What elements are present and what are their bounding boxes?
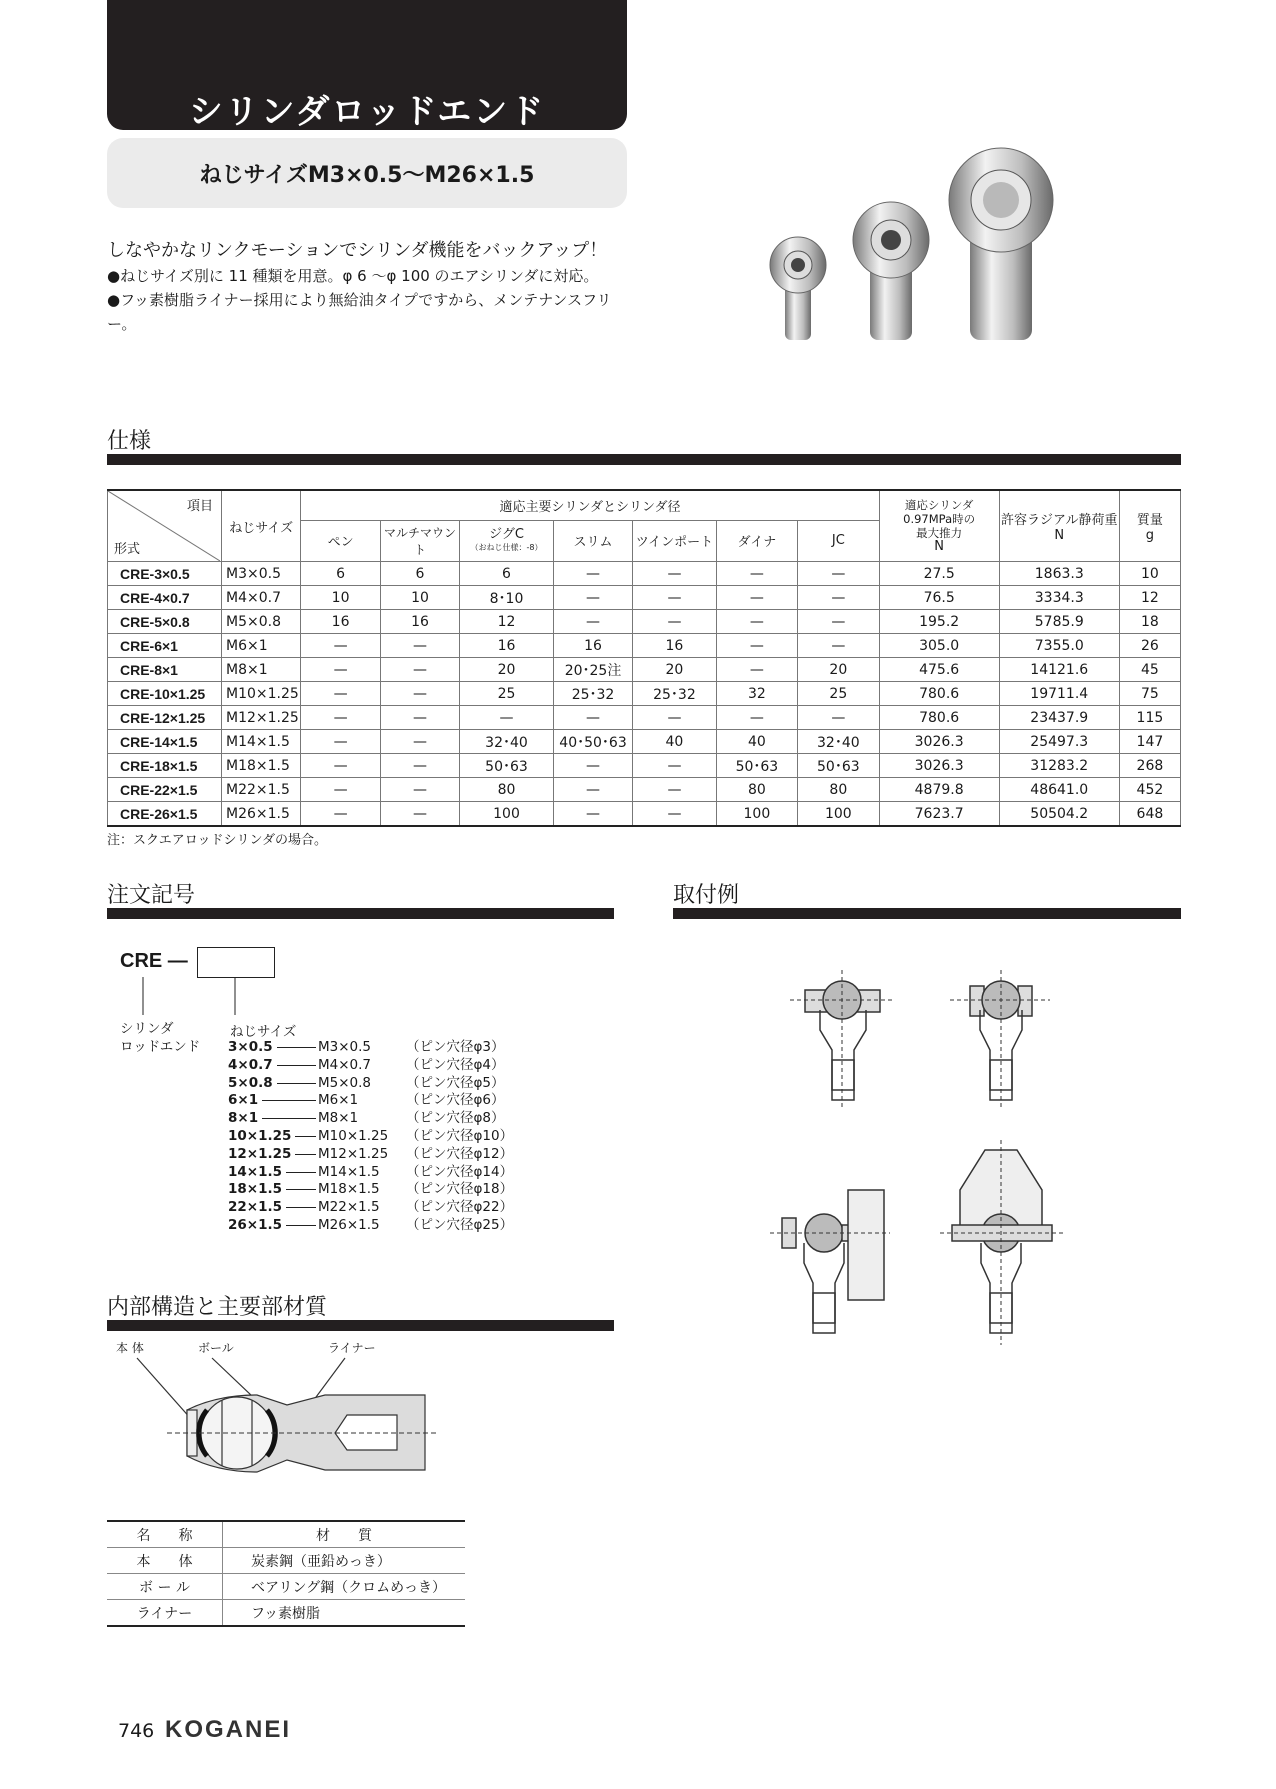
order-code-row bbox=[228, 1091, 528, 1109]
table-cell-mass: 268 bbox=[1119, 754, 1180, 778]
table-cell-twin: — bbox=[633, 802, 716, 827]
material-cell-name: ボ ー ル bbox=[107, 1574, 223, 1600]
order-type-line2: ロッドエンド bbox=[120, 1039, 201, 1055]
order-leader-lines bbox=[107, 975, 287, 1020]
table-cell-pen: — bbox=[301, 706, 380, 730]
table-cell-jigc: 25 bbox=[460, 682, 554, 706]
table-cell-jc: 32･40 bbox=[798, 730, 880, 754]
table-cell-thrust: 4879.8 bbox=[879, 778, 999, 802]
table-cell-pen: — bbox=[301, 658, 380, 682]
rod-end-medium-icon bbox=[853, 202, 929, 340]
table-cell-thread: M26×1.5 bbox=[222, 802, 301, 827]
table-cell-pen: — bbox=[301, 754, 380, 778]
table-cell-jc: 100 bbox=[798, 802, 880, 827]
part-label-ball: ボール bbox=[198, 1341, 234, 1355]
header-cylinder-group: 適応主要シリンダとシリンダ径 bbox=[301, 490, 879, 520]
table-cell-thrust: 780.6 bbox=[879, 682, 999, 706]
table-cell-thread: M6×1 bbox=[222, 634, 301, 658]
order-code-row bbox=[228, 1074, 528, 1092]
order-thread: M4×0.7 bbox=[318, 1056, 372, 1073]
mounting-diagrams bbox=[760, 950, 1080, 1350]
header-cyl-twinport: ツインポート bbox=[633, 520, 716, 561]
order-leader bbox=[262, 1100, 316, 1101]
header-cyl-slim: スリム bbox=[553, 520, 632, 561]
table-cell-mass: 648 bbox=[1119, 802, 1180, 827]
material-cell-material: 炭素鋼（亜鉛めっき） bbox=[223, 1548, 466, 1574]
table-cell-radial: 50504.2 bbox=[999, 802, 1119, 827]
spec-table-body bbox=[108, 562, 1181, 827]
table-cell-multi: — bbox=[380, 682, 459, 706]
product-photo bbox=[760, 140, 1060, 380]
order-leader bbox=[286, 1189, 316, 1190]
table-cell-model: CRE-6×1 bbox=[108, 634, 222, 658]
table-cell-slim: — bbox=[553, 706, 632, 730]
section-divider bbox=[107, 908, 614, 919]
table-cell-jc: — bbox=[798, 586, 880, 610]
table-cell-slim: — bbox=[553, 610, 632, 634]
table-cell-jc: 80 bbox=[798, 778, 880, 802]
table-row bbox=[108, 730, 1181, 754]
table-cell-radial: 48641.0 bbox=[999, 778, 1119, 802]
table-cell-dyna: 32 bbox=[716, 682, 797, 706]
order-code: 5×0.8 bbox=[228, 1074, 273, 1091]
order-leader bbox=[295, 1154, 316, 1155]
table-cell-dyna: 100 bbox=[716, 802, 797, 827]
table-row bbox=[108, 778, 1181, 802]
order-code: 22×1.5 bbox=[228, 1199, 283, 1216]
table-cell-pen: — bbox=[301, 730, 380, 754]
order-code: 14×1.5 bbox=[228, 1163, 283, 1180]
order-pin-diameter: （ピン穴径φ10） bbox=[406, 1128, 514, 1144]
table-cell-jigc: 80 bbox=[460, 778, 554, 802]
table-cell-thrust: 305.0 bbox=[879, 634, 999, 658]
order-thread: M5×0.8 bbox=[318, 1074, 372, 1091]
header-radial-label: 許容ラジアル静荷重 bbox=[1001, 513, 1118, 528]
order-thread: M18×1.5 bbox=[318, 1181, 380, 1198]
part-label-body: 本 体 bbox=[116, 1341, 144, 1355]
table-cell-dyna: — bbox=[716, 562, 797, 586]
table-cell-twin: — bbox=[633, 754, 716, 778]
order-type-label bbox=[120, 1020, 200, 1056]
section-divider bbox=[107, 1320, 614, 1331]
order-thread: M14×1.5 bbox=[318, 1163, 380, 1180]
order-leader bbox=[286, 1207, 316, 1208]
header-cyl-jigc bbox=[460, 520, 554, 561]
spec-section-title: 仕様 bbox=[107, 429, 152, 454]
table-cell-dyna: — bbox=[716, 634, 797, 658]
order-code-row bbox=[228, 1038, 528, 1056]
material-header-name: 名 称 bbox=[107, 1521, 223, 1548]
order-thread: M8×1 bbox=[318, 1110, 359, 1127]
table-cell-thread: M12×1.25 bbox=[222, 706, 301, 730]
table-cell-mass: 452 bbox=[1119, 778, 1180, 802]
order-thread: M6×1 bbox=[318, 1092, 359, 1109]
table-cell-multi: — bbox=[380, 754, 459, 778]
table-row bbox=[108, 682, 1181, 706]
table-cell-slim: 25･32 bbox=[553, 682, 632, 706]
page-number: 746 bbox=[118, 1720, 155, 1742]
header-item: 項目 bbox=[186, 499, 213, 514]
order-pin-diameter: （ピン穴径φ8） bbox=[406, 1110, 505, 1127]
material-cell-name: ライナー bbox=[107, 1600, 223, 1627]
table-cell-radial: 25497.3 bbox=[999, 730, 1119, 754]
table-cell-mass: 18 bbox=[1119, 610, 1180, 634]
order-thread: M22×1.5 bbox=[318, 1199, 380, 1216]
table-cell-thrust: 195.2 bbox=[879, 610, 999, 634]
order-code: 8×1 bbox=[228, 1110, 259, 1127]
table-cell-radial: 7355.0 bbox=[999, 634, 1119, 658]
table-cell-twin: — bbox=[633, 562, 716, 586]
table-cell-jc: — bbox=[798, 562, 880, 586]
order-code: 10×1.25 bbox=[228, 1128, 292, 1144]
table-cell-thread: M18×1.5 bbox=[222, 754, 301, 778]
spec-footnote: 注：スクエアロッドシリンダの場合。 bbox=[107, 833, 327, 848]
section-divider bbox=[107, 454, 1181, 465]
table-cell-model: CRE-14×1.5 bbox=[108, 730, 222, 754]
table-cell-jigc: 8･10 bbox=[460, 586, 554, 610]
order-code-row bbox=[228, 1109, 528, 1127]
table-cell-model: CRE-12×1.25 bbox=[108, 706, 222, 730]
table-cell-model: CRE-3×0.5 bbox=[108, 562, 222, 586]
table-cell-multi: — bbox=[380, 778, 459, 802]
order-leader bbox=[277, 1047, 316, 1048]
table-cell-dyna: — bbox=[716, 586, 797, 610]
table-cell-multi: — bbox=[380, 802, 459, 827]
order-code-row bbox=[228, 1056, 528, 1074]
order-code: 6×1 bbox=[228, 1092, 259, 1109]
table-cell-model: CRE-18×1.5 bbox=[108, 754, 222, 778]
tagline: しなやかなリンクモーションでシリンダ機能をバックアップ！ bbox=[107, 240, 608, 261]
order-thread: M3×0.5 bbox=[318, 1039, 372, 1055]
table-row bbox=[108, 802, 1181, 827]
header-cyl-jigc-note: （おねじ仕様：-8） bbox=[470, 542, 543, 552]
mounting-section-title: 取付例 bbox=[673, 883, 740, 908]
table-row bbox=[108, 562, 1181, 586]
table-cell-mass: 115 bbox=[1119, 706, 1180, 730]
order-pin-diameter: （ピン穴径φ4） bbox=[406, 1056, 505, 1073]
table-cell-twin: — bbox=[633, 610, 716, 634]
order-thread: M26×1.5 bbox=[318, 1217, 380, 1233]
order-code-row bbox=[228, 1145, 528, 1163]
table-cell-slim: — bbox=[553, 586, 632, 610]
table-cell-dyna: — bbox=[716, 658, 797, 682]
table-row bbox=[108, 634, 1181, 658]
table-cell-dyna: 50･63 bbox=[716, 754, 797, 778]
order-prefix: CRE — bbox=[120, 950, 188, 972]
table-cell-thrust: 780.6 bbox=[879, 706, 999, 730]
title-banner bbox=[107, 0, 627, 130]
order-code: 18×1.5 bbox=[228, 1181, 283, 1198]
order-pin-diameter: （ピン穴径φ6） bbox=[406, 1092, 505, 1109]
table-cell-model: CRE-10×1.25 bbox=[108, 682, 222, 706]
table-cell-mass: 26 bbox=[1119, 634, 1180, 658]
table-cell-twin: — bbox=[633, 586, 716, 610]
table-cell-dyna: — bbox=[716, 610, 797, 634]
table-row bbox=[107, 1548, 465, 1574]
header-cyl-jc: JC bbox=[798, 520, 880, 561]
table-cell-thread: M5×0.8 bbox=[222, 610, 301, 634]
table-cell-jigc: 32･40 bbox=[460, 730, 554, 754]
order-code-row bbox=[228, 1198, 528, 1216]
table-cell-multi: — bbox=[380, 634, 459, 658]
table-cell-slim: — bbox=[553, 562, 632, 586]
section-divider bbox=[673, 908, 1181, 919]
order-thread: M12×1.25 bbox=[318, 1145, 389, 1162]
table-cell-model: CRE-5×0.8 bbox=[108, 610, 222, 634]
header-model: 形式 bbox=[114, 542, 141, 557]
header-mass-label: 質量 bbox=[1136, 513, 1163, 528]
header-thread: ねじサイズ bbox=[222, 490, 301, 562]
structure-section-title: 内部構造と主要部材質 bbox=[107, 1295, 328, 1320]
page-subtitle: ねじサイズM3×0.5～M26×1.5 bbox=[199, 163, 535, 188]
material-cell-name: 本 体 bbox=[107, 1548, 223, 1574]
header-radial bbox=[999, 490, 1119, 562]
table-cell-thrust: 76.5 bbox=[879, 586, 999, 610]
order-pin-diameter: （ピン穴径φ25） bbox=[406, 1217, 514, 1233]
mounting-example-4-icon bbox=[940, 1140, 1065, 1345]
table-cell-thread: M3×0.5 bbox=[222, 562, 301, 586]
table-cell-slim: — bbox=[553, 802, 632, 827]
spec-table bbox=[107, 489, 1181, 827]
header-cyl-jigc-label: ジグC bbox=[489, 526, 524, 542]
table-cell-jigc: 20 bbox=[460, 658, 554, 682]
table-cell-radial: 14121.6 bbox=[999, 658, 1119, 682]
table-cell-slim: 20･25注 bbox=[553, 658, 632, 682]
order-pin-diameter: （ピン穴径φ5） bbox=[406, 1074, 505, 1091]
table-cell-radial: 19711.4 bbox=[999, 682, 1119, 706]
order-section-title: 注文記号 bbox=[107, 883, 196, 908]
table-cell-jigc: — bbox=[460, 706, 554, 730]
table-row bbox=[108, 706, 1181, 730]
order-pin-diameter: （ピン穴径φ18） bbox=[406, 1181, 514, 1198]
order-thread-label: ねじサイズ bbox=[230, 1024, 297, 1040]
brand-logo: KOGANEI bbox=[165, 1716, 292, 1743]
table-row bbox=[108, 610, 1181, 634]
table-cell-thrust: 3026.3 bbox=[879, 754, 999, 778]
table-cell-jigc: 6 bbox=[460, 562, 554, 586]
order-leader bbox=[286, 1225, 316, 1226]
table-cell-radial: 31283.2 bbox=[999, 754, 1119, 778]
material-cell-material: フッ素樹脂 bbox=[223, 1600, 466, 1627]
table-cell-thread: M22×1.5 bbox=[222, 778, 301, 802]
table-cell-twin: 20 bbox=[633, 658, 716, 682]
table-cell-radial: 1863.3 bbox=[999, 562, 1119, 586]
table-cell-pen: — bbox=[301, 634, 380, 658]
table-cell-pen: 10 bbox=[301, 586, 380, 610]
material-table-body bbox=[107, 1548, 465, 1627]
table-row bbox=[107, 1600, 465, 1627]
table-cell-model: CRE-8×1 bbox=[108, 658, 222, 682]
table-cell-dyna: — bbox=[716, 706, 797, 730]
table-cell-jc: 25 bbox=[798, 682, 880, 706]
page-title: シリンダロッドエンド bbox=[188, 92, 546, 132]
table-cell-radial: 23437.9 bbox=[999, 706, 1119, 730]
table-cell-thread: M4×0.7 bbox=[222, 586, 301, 610]
table-cell-jc: — bbox=[798, 706, 880, 730]
table-cell-mass: 12 bbox=[1119, 586, 1180, 610]
order-code: 4×0.7 bbox=[228, 1056, 273, 1073]
material-table bbox=[107, 1520, 465, 1627]
order-leader bbox=[277, 1065, 316, 1066]
table-cell-twin: — bbox=[633, 778, 716, 802]
order-code-row bbox=[228, 1216, 528, 1234]
table-cell-dyna: 80 bbox=[716, 778, 797, 802]
order-code: 12×1.25 bbox=[228, 1145, 292, 1162]
table-cell-thrust: 7623.7 bbox=[879, 802, 999, 827]
table-cell-thrust: 27.5 bbox=[879, 562, 999, 586]
table-cell-thread: M14×1.5 bbox=[222, 730, 301, 754]
order-code: 3×0.5 bbox=[228, 1039, 273, 1055]
table-cell-slim: 16 bbox=[553, 634, 632, 658]
order-code-row bbox=[228, 1163, 528, 1181]
table-cell-thrust: 3026.3 bbox=[879, 730, 999, 754]
order-code-list bbox=[228, 1038, 528, 1238]
header-thrust-line3: 最大推力 bbox=[916, 526, 963, 540]
table-cell-twin: — bbox=[633, 706, 716, 730]
internal-structure-diagram bbox=[107, 1350, 447, 1490]
table-cell-model: CRE-22×1.5 bbox=[108, 778, 222, 802]
table-cell-multi: 16 bbox=[380, 610, 459, 634]
table-cell-slim: — bbox=[553, 754, 632, 778]
header-thrust-line2: 0.97MPa時の bbox=[903, 512, 976, 526]
order-type-line1: シリンダ bbox=[120, 1021, 174, 1037]
table-cell-radial: 5785.9 bbox=[999, 610, 1119, 634]
rod-end-small-icon bbox=[770, 237, 826, 340]
table-cell-jc: 20 bbox=[798, 658, 880, 682]
table-cell-mass: 10 bbox=[1119, 562, 1180, 586]
table-cell-jc: 50･63 bbox=[798, 754, 880, 778]
table-cell-pen: 6 bbox=[301, 562, 380, 586]
table-cell-twin: 16 bbox=[633, 634, 716, 658]
header-thrust bbox=[879, 490, 999, 562]
table-row bbox=[107, 1574, 465, 1600]
header-radial-unit: N bbox=[1054, 528, 1065, 543]
order-code-box bbox=[197, 947, 275, 978]
mounting-example-3-icon bbox=[770, 1190, 890, 1333]
table-cell-mass: 75 bbox=[1119, 682, 1180, 706]
subtitle-box bbox=[107, 138, 627, 208]
order-pin-diameter: （ピン穴径φ12） bbox=[406, 1145, 514, 1162]
table-cell-jigc: 50･63 bbox=[460, 754, 554, 778]
table-cell-thread: M8×1 bbox=[222, 658, 301, 682]
table-row bbox=[108, 754, 1181, 778]
order-leader bbox=[262, 1118, 316, 1119]
table-cell-thread: M10×1.25 bbox=[222, 682, 301, 706]
table-cell-model: CRE-26×1.5 bbox=[108, 802, 222, 827]
feature-bullet: ●フッ素樹脂ライナー採用により無給油タイプですから、メンテナンスフリー。 bbox=[107, 291, 612, 333]
header-cyl-pen: ペン bbox=[301, 520, 380, 561]
table-cell-pen: — bbox=[301, 778, 380, 802]
header-cyl-dyna: ダイナ bbox=[716, 520, 797, 561]
order-code-row bbox=[228, 1180, 528, 1198]
table-cell-twin: 40 bbox=[633, 730, 716, 754]
table-cell-jigc: 16 bbox=[460, 634, 554, 658]
table-cell-thrust: 475.6 bbox=[879, 658, 999, 682]
header-cyl-multimount: マルチマウント bbox=[380, 520, 459, 561]
order-pin-diameter: （ピン穴径φ3） bbox=[406, 1039, 505, 1055]
header-mass-unit: g bbox=[1145, 528, 1155, 543]
table-cell-multi: 10 bbox=[380, 586, 459, 610]
part-label-liner: ライナー bbox=[328, 1341, 376, 1355]
table-cell-jigc: 12 bbox=[460, 610, 554, 634]
table-cell-pen: — bbox=[301, 802, 380, 827]
order-pin-diameter: （ピン穴径φ14） bbox=[406, 1163, 514, 1180]
table-row bbox=[108, 658, 1181, 682]
material-cell-material: ベアリング鋼（クロムめっき） bbox=[223, 1574, 466, 1600]
table-cell-jigc: 100 bbox=[460, 802, 554, 827]
mounting-example-2-icon bbox=[950, 970, 1050, 1110]
table-cell-multi: — bbox=[380, 658, 459, 682]
table-cell-radial: 3334.3 bbox=[999, 586, 1119, 610]
feature-bullet: ●ねじサイズ別に 11 種類を用意。φ 6 ～φ 100 のエアシリンダに対応。 bbox=[107, 267, 599, 285]
table-cell-dyna: 40 bbox=[716, 730, 797, 754]
order-leader bbox=[277, 1083, 316, 1084]
table-cell-jc: — bbox=[798, 610, 880, 634]
table-cell-mass: 147 bbox=[1119, 730, 1180, 754]
mounting-example-1-icon bbox=[790, 970, 895, 1110]
order-thread: M10×1.25 bbox=[318, 1128, 389, 1144]
table-cell-jc: — bbox=[798, 634, 880, 658]
header-mass bbox=[1119, 490, 1180, 562]
table-cell-multi: — bbox=[380, 730, 459, 754]
material-header-material: 材 質 bbox=[223, 1521, 466, 1548]
table-cell-twin: 25･32 bbox=[633, 682, 716, 706]
header-item-model bbox=[108, 490, 222, 562]
header-thrust-unit: N bbox=[934, 539, 945, 554]
table-cell-mass: 45 bbox=[1119, 658, 1180, 682]
table-cell-pen: 16 bbox=[301, 610, 380, 634]
order-leader bbox=[286, 1172, 316, 1173]
header-thrust-line1: 適応シリンダ bbox=[904, 498, 974, 512]
order-code-row bbox=[228, 1127, 528, 1145]
order-leader bbox=[295, 1136, 316, 1137]
table-cell-multi: 6 bbox=[380, 562, 459, 586]
table-cell-slim: 40･50･63 bbox=[553, 730, 632, 754]
rod-end-large-icon bbox=[949, 148, 1053, 340]
order-code: 26×1.5 bbox=[228, 1217, 283, 1233]
table-cell-pen: — bbox=[301, 682, 380, 706]
table-cell-slim: — bbox=[553, 778, 632, 802]
table-cell-model: CRE-4×0.7 bbox=[108, 586, 222, 610]
table-row bbox=[108, 586, 1181, 610]
order-pin-diameter: （ピン穴径φ22） bbox=[406, 1199, 514, 1216]
table-cell-multi: — bbox=[380, 706, 459, 730]
